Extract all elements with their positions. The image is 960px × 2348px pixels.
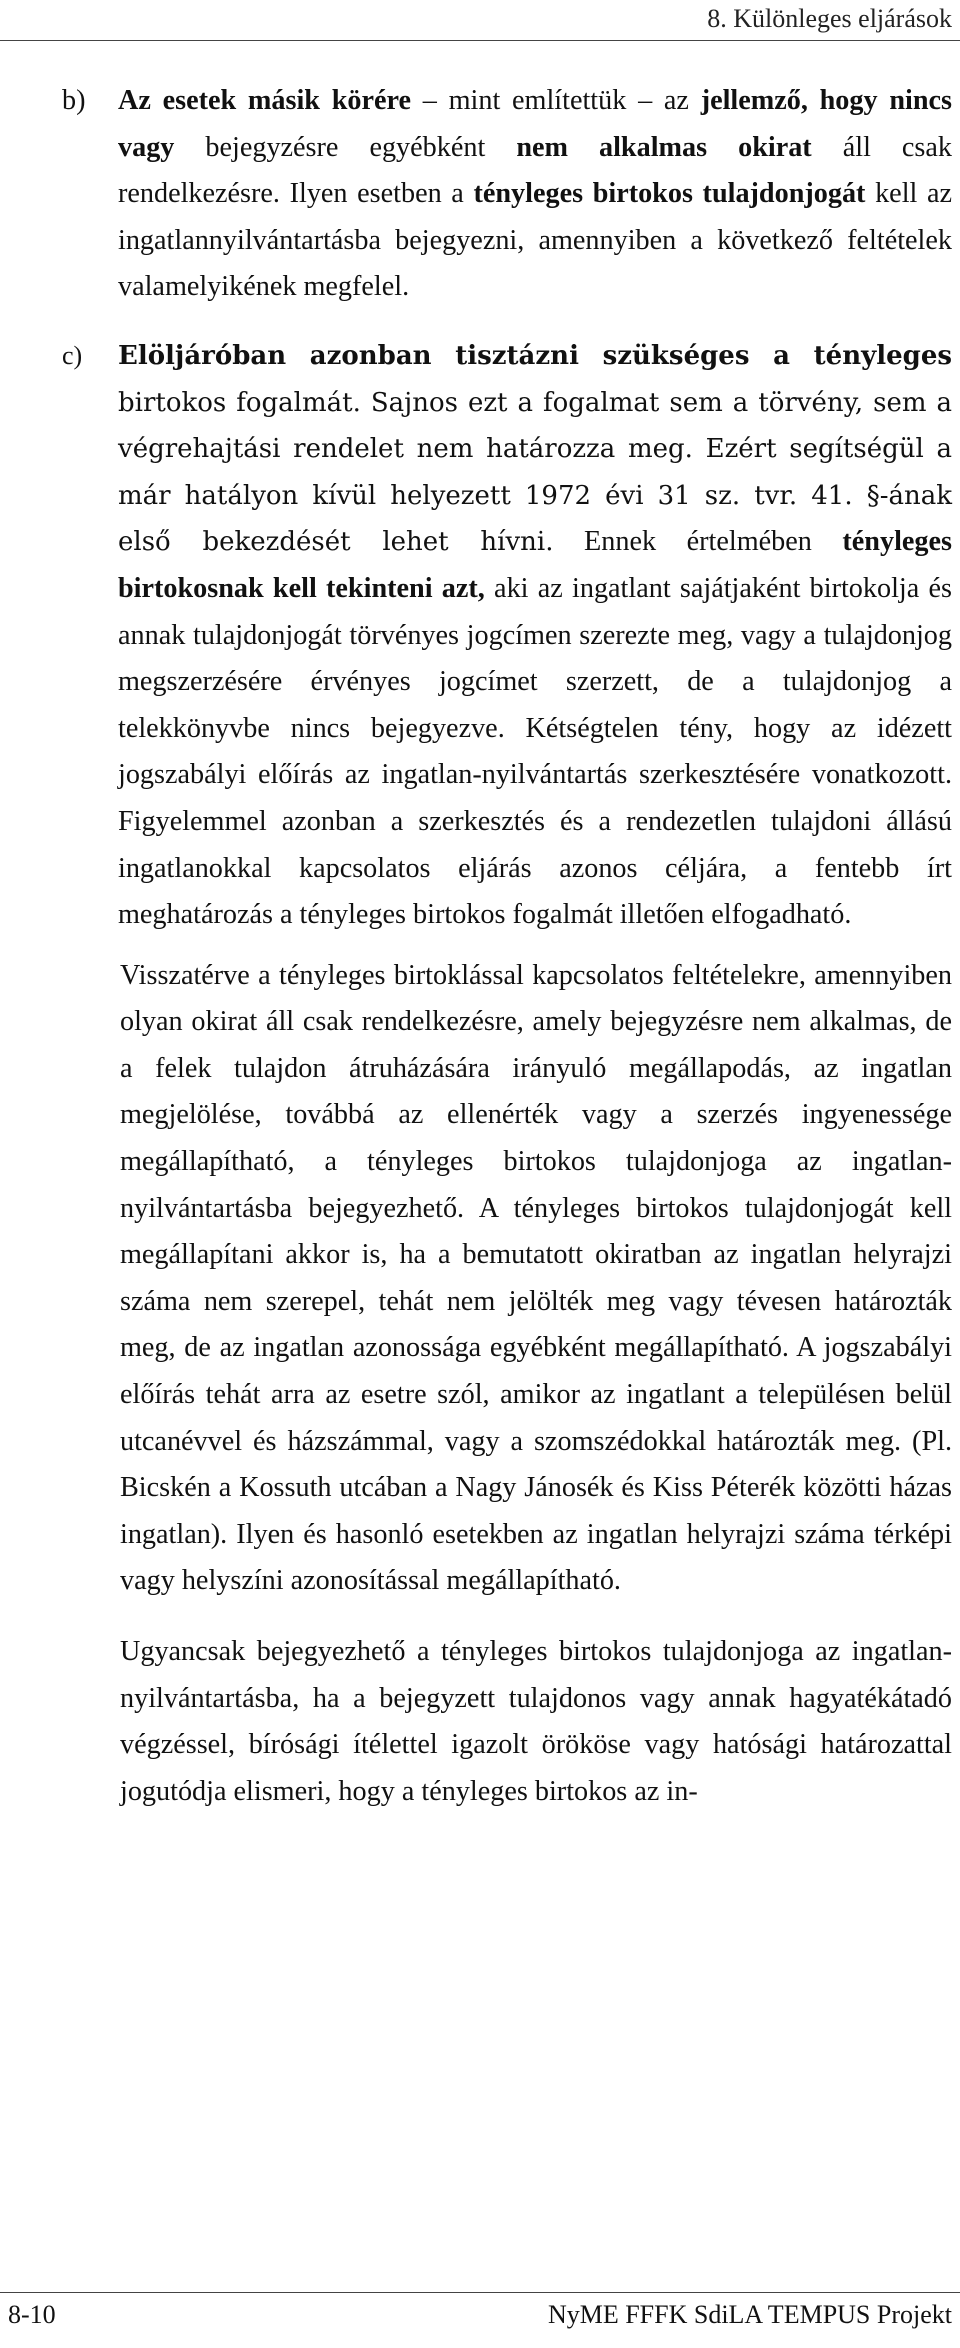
paragraph-1	[120, 953, 952, 1605]
item-c-marker: c)	[62, 340, 83, 370]
item-b-bold-2: jellemző, hogy nincs vagy	[118, 85, 953, 163]
item-b-text-3: áll csak rendelkezésre. Ilyen esetben a	[118, 131, 953, 210]
item-b-text-2: bejegyzésre egyébként	[174, 131, 517, 163]
chapter-header: 8. Különleges eljárások	[707, 4, 952, 33]
paragraph-2-text: Ugyancsak bejegyezhető a tényleges birtokos tulajdonjoga az ingatlan-nyilvántartásba, ha a bejegyzett tulajdonos vagy annak hagyatékátadó végzéssel, bírósági ítélettel igazolt örököse vagy hatósági határozattal jogutódja elismeri, hogy a tényleges birtokos az in-	[120, 1636, 952, 1807]
header-divider	[0, 40, 960, 41]
item-c-text-1: birtokos fogalmát. Sajnos ezt a fogalmat sem a törvény, sem a végrehajtási rendelet nem határozza meg. Ezért segítségül a már hatályon kívül helyezett 1972 évi 31 sz. tvr. 41. §-ának első bekezdését lehet hívni.	[118, 387, 952, 558]
paragraph-1-text: Visszatérve a tényleges birtoklással kapcsolatos feltételekre, amennyiben olyan okirat áll csak rendelkezésre, amely bejegyzésre nem alkalmas, de a felek tulajdon átruházására irányuló megállapodás, az ingatlan megjelölése, továbbá az ellenérték vagy a szerzés ingyenessége megállapítható, a tényleges birtokos tulajdonjoga az ingatlan-nyilvántartásba bejegyezhető. A tényleges birtokos tulajdonjogát kell megállapítani akkor is, ha a bemutatott okiratban az ingatlan helyrajzi száma nem szerepel, tehát nem jelölték meg vagy tévesen határozták meg, de az ingatlan azonossága egyébként megállapítható. A jogszabályi előírás tehát arra az esetre szól, amikor az ingatlant a településen belül utcanévvel és házszámmal, vagy a szomszédokkal határozták meg. (Pl. Bicskén a Kossuth utcában a Nagy Jánosék és Kiss Péterék közötti házas ingatlan). Ilyen és hasonló esetekben az ingatlan helyrajzi száma térképi vagy helyszíni azonosítással megállapítható.	[120, 959, 952, 1597]
item-b-text-4: kell az ingatlannyilvántartásba bejegyezni, amennyiben a következő feltételek valamelyikének megfelel.	[118, 178, 953, 303]
item-b-bold-1: Az esetek másik körére	[118, 85, 412, 116]
document-body	[48, 78, 952, 1839]
item-b-bold-4: tényleges birtokos tulajdonjogát	[473, 178, 866, 210]
item-c	[48, 333, 952, 939]
footer-divider	[0, 2292, 960, 2293]
item-c-bold-2: tényleges birtokosnak kell tekinteni azt,	[118, 526, 952, 604]
item-b-marker: b)	[62, 85, 86, 116]
item-b	[48, 78, 952, 311]
page-number: 8-10	[8, 2300, 56, 2329]
item-c-text-2: Ennek értelmében	[553, 526, 843, 558]
item-c-bold-1: Elöljáróban azonban tisztázni szükséges a tényleges	[118, 340, 952, 371]
item-c-text-3: aki az ingatlant sajátjaként birtokolja és annak tulajdonjogát törvényes jogcímen szerezte meg, vagy a tulajdonjog megszerzésére érvényes jogcímet szerzett, de a tulajdonjog a telekkönyvbe nincs bejegyezve. Kétségtelen tény, hogy az idézett jogszabályi előírás az ingatlan-nyilvántartás szerkesztésére vonatkozott. Figyelemmel azonban a szerkesztés és a rendezetlen tulajdoni állású ingatlanokkal kapcsolatos eljárás azonos céljára, a fentebb írt meghatározás a tényleges birtokos fogalmát illetően elfogadható.	[118, 572, 952, 931]
publisher-footer: NyME FFFK SdiLA TEMPUS Projekt	[547, 2300, 952, 2329]
item-b-text-1: – mint említettük – az	[411, 85, 701, 116]
paragraph-2	[120, 1629, 952, 1815]
item-b-bold-3: nem alkalmas okirat	[516, 131, 812, 163]
